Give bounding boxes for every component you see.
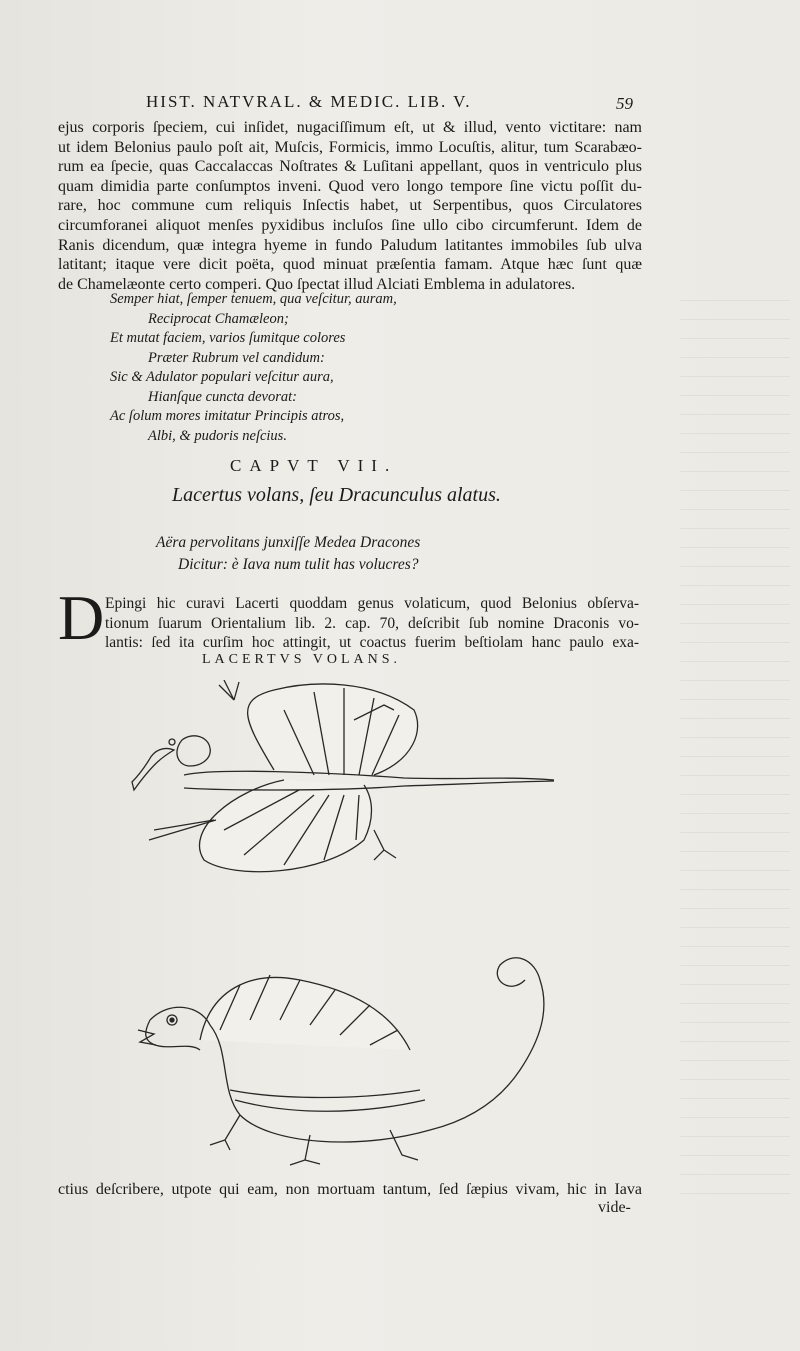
poem-line: Et mutat faciem, varios ſumitque colores bbox=[110, 330, 346, 346]
poem-line: Hianſque cuncta devorat: bbox=[148, 388, 297, 405]
poem-line: Reciprocat Chamæleon; bbox=[148, 310, 289, 327]
text-line: rare, hoc commune cum reliquis Inſectis habet, ut Serpentibus, quos Circulatores bbox=[58, 197, 642, 215]
text-line: Epingi hic curavi Lacerti quoddam genus volaticum, quod Belonius obſerva- bbox=[105, 595, 639, 612]
paragraph bbox=[105, 594, 639, 653]
show-through-text bbox=[680, 300, 790, 1200]
poem-line: Ac ſolum mores imitatur Principis atros, bbox=[110, 408, 345, 424]
poem-line: Sic & Adulator populari veſcitur aura, bbox=[110, 369, 334, 385]
text-line: rum ea ſpecie, quas Caccalaccas Noſtrates & Luſitani appellant, quos in ventriculo plus bbox=[58, 158, 642, 176]
epigraph-line: Aëra pervolitans junxiſſe Medea Dracones bbox=[156, 534, 421, 551]
poem-emblem bbox=[110, 290, 510, 446]
bottom-text bbox=[58, 1180, 642, 1200]
poem-line: Præter Rubrum vel candidum: bbox=[148, 349, 325, 366]
text-line: tionum ſuarum Orientalium lib. 2. cap. 70, deſcribit ſub nomine Draconis vo- bbox=[105, 614, 639, 632]
figure-caption: LACERTVS VOLANS. bbox=[202, 652, 402, 667]
body-text bbox=[58, 118, 642, 294]
epigraph-line: Dicitur: è Iava num tulit has volucres? bbox=[178, 556, 419, 573]
poem-line: Albi, & pudoris neſcius. bbox=[148, 427, 287, 444]
text-line: quam dimidia parte conſumptos inveni. Quod vero longo tempore ſine victu poſſit du- bbox=[58, 177, 642, 195]
drop-capital: D bbox=[58, 582, 105, 653]
text-line: lantis: ſed ita curſim hoc attingit, ut coactus fuerim beſtiolam hanc paulo exa- bbox=[105, 634, 639, 652]
text-line: circumforanei aliquot menſes pyxidibus incluſos ſine ullo cibo circumferunt. Idem de bbox=[58, 216, 642, 234]
text-line: ut idem Belonius paulo poſt ait, Muſcis, Formicis, immo Locuſtis, alitur, tum Scarabæo- bbox=[58, 138, 642, 156]
poem-line: Semper hiat, ſemper tenuem, qua veſcitur, auram, bbox=[110, 291, 397, 307]
flying-lizard-illustration bbox=[124, 680, 564, 880]
text-line: ctius deſcribere, utpote qui eam, non mortuam tantum, ſed ſæpius vivam, hic in Iava bbox=[58, 1181, 642, 1198]
catchword: vide- bbox=[598, 1199, 631, 1216]
text-line: latitant; itaque vere dicit poëta, quod minuat præſentia famam. Atque hæc ſunt quæ bbox=[58, 256, 642, 274]
text-line: Ranis dicendum, quæ integra hyeme in fundo Paludum latitantes immobiles ſub ulva bbox=[58, 236, 642, 254]
page-number: 59 bbox=[616, 94, 633, 113]
text-line: ejus corporis ſpeciem, cui inſidet, nugaciſſimum eſt, ut & illud, vento victitare: nam bbox=[58, 119, 642, 136]
text-line: de Chamelæonte certo comperi. Quo ſpectat illud Alciati Emblema in adulatores. bbox=[58, 275, 576, 293]
epigraph bbox=[156, 532, 556, 576]
running-header: HIST. NATVRAL. & MEDIC. LIB. V. bbox=[146, 92, 472, 111]
chapter-title: CAPVT VII. bbox=[230, 456, 398, 475]
winged-dragon-illustration bbox=[130, 950, 560, 1170]
chapter-subtitle: Lacertus volans, ſeu Dracunculus alatus. bbox=[172, 484, 501, 506]
